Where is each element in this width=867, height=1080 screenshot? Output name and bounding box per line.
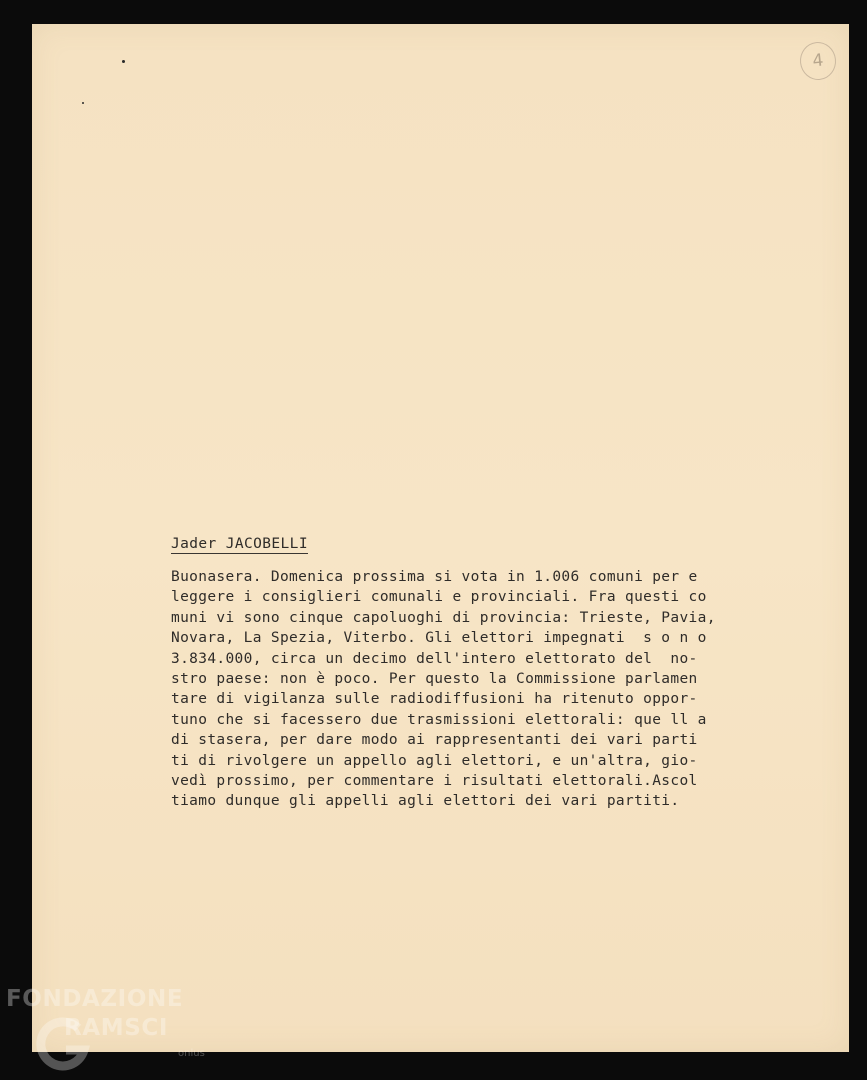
transcript-line: leggere i consiglieri comunali e provinciali. Fra questi co [171,589,707,606]
watermark-line-1: FONDAZIONE [6,986,184,1012]
watermark-line-2: RAMSCI [64,1015,169,1041]
ink-speck [82,102,84,104]
fondazione-gramsci-watermark [4,986,224,1076]
transcript-line: ti di rivolgere un appello agli elettori, e un'altra, gio- [171,752,698,769]
transcript-line: Buonasera. Domenica prossima si vota in 1.006 comuni per e [171,569,698,585]
transcript-line: muni vi sono cinque capoluoghi di provincia: Trieste, Pavia, [171,609,716,626]
speaker-name: Jader JACOBELLI [171,536,308,552]
transcript-line: Novara, La Spezia, Viterbo. Gli elettori impegnati s o n o [171,630,707,647]
transcript-body [171,567,791,812]
transcript-line: vedì prossimo, per commentare i risultati elettorali.Ascol [171,772,698,789]
page-number-circle: 4 [798,40,838,82]
transcript-line: stro paese: non è poco. Per questo la Commissione parlamen [171,670,698,687]
transcript-line: di stasera, per dare modo ai rappresentanti dei vari parti [171,732,698,749]
watermark-suffix: onlus [178,1048,205,1059]
transcript-line: tuno che si facessero due trasmissioni elettorali: que ll a [171,711,707,728]
typewritten-sheet [32,24,849,1052]
transcript-line: tiamo dunque gli appelli agli elettori dei vari partiti. [171,793,680,810]
transcript-line: tare di vigilanza sulle radiodiffusioni ha ritenuto oppor- [171,691,698,708]
transcript-line: 3.834.000, circa un decimo dell'intero elettorato del no- [171,650,698,667]
ink-speck [122,60,125,63]
